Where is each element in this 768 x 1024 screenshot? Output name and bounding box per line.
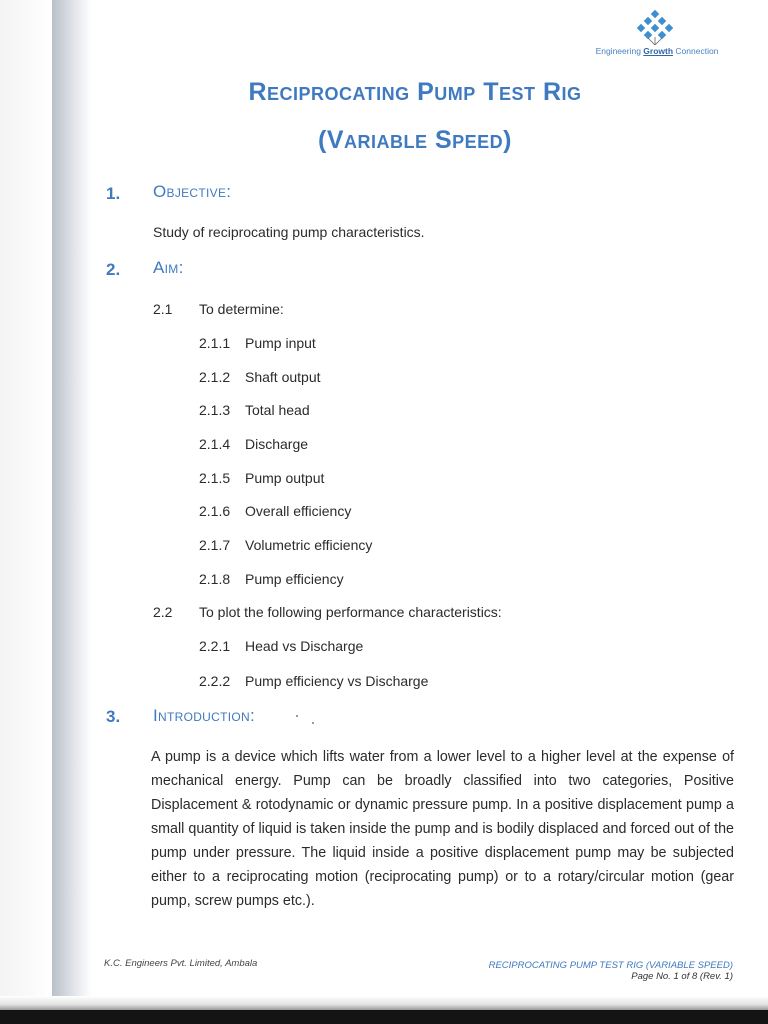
list-item: Shaft output — [245, 369, 321, 385]
scanner-bottom-bar — [0, 1010, 768, 1024]
objective-text: Study of reciprocating pump characteristics. — [153, 224, 425, 240]
section-heading-introduction: Introduction: — [153, 706, 256, 725]
logo-icon — [632, 10, 682, 46]
footer-document-info — [489, 960, 733, 982]
footer-document-title: RECIPROCATING PUMP TEST RIG (VARIABLE SPEED) — [488, 960, 733, 971]
list-item-number: 2.1.2 — [199, 369, 231, 385]
page-shadow — [0, 0, 52, 1024]
list-item: Discharge — [245, 436, 309, 452]
list-item: Pump input — [245, 335, 316, 351]
subsection-label: To determine: — [199, 301, 284, 317]
list-item-number: 2.2.2 — [199, 673, 231, 689]
list-item-number: 2.2.1 — [199, 638, 231, 654]
subsection-label: To plot the following performance characteristics: — [199, 604, 502, 620]
list-item: Pump output — [245, 470, 325, 486]
subsection-number: 2.1 — [153, 301, 173, 317]
footer-page-number: Page No. 1 of 8 (Rev. 1) — [631, 971, 733, 982]
section-number-objective: 1. — [106, 184, 121, 203]
scan-speck — [296, 715, 298, 717]
subsection-number: 2.2 — [153, 604, 173, 620]
list-item-number: 2.1.4 — [199, 436, 231, 452]
list-item: Volumetric efficiency — [245, 537, 373, 553]
company-logo — [582, 10, 732, 56]
list-item-number: 2.1.6 — [199, 503, 231, 519]
list-item: Head vs Discharge — [245, 638, 364, 654]
list-item-number: 2.1.3 — [199, 402, 231, 418]
page-bottom-edge — [0, 996, 768, 1010]
logo-tagline: Engineering Growth Connection — [595, 46, 719, 56]
section-number-introduction: 3. — [106, 707, 121, 726]
introduction-paragraph: A pump is a device which lifts water from a lower level to a higher level at the expense of mechanical energy. Pump can be broadly classified into two categories, Positive Displacement & rotodynamic or dynamic pressure pump. In a positive displacement pump a small quantity of liquid is taken inside the pump and is bodily displaced and forced out of the pump under pressure. The liquid inside a positive displacement pump may be subjected either to a reciprocating motion (reciprocating pump) or to a rotary/circular motion (gear pump, screw pumps etc.). — [151, 749, 734, 909]
binding-spine-shadow — [52, 0, 92, 1024]
list-item: Total head — [245, 402, 310, 418]
list-item: Pump efficiency — [245, 571, 344, 587]
list-item-number: 2.1.1 — [199, 335, 231, 351]
list-item: Overall efficiency — [245, 503, 352, 519]
document-title: Reciprocating Pump Test Rig — [248, 78, 582, 106]
section-heading-aim: Aim: — [153, 258, 184, 277]
list-item-number: 2.1.7 — [199, 537, 231, 553]
list-item-number: 2.1.5 — [199, 470, 231, 486]
document-subtitle: (Variable Speed) — [318, 126, 512, 154]
section-number-aim: 2. — [106, 260, 121, 279]
list-item: Pump efficiency vs Discharge — [245, 673, 429, 689]
footer-company: K.C. Engineers Pvt. Limited, Ambala — [104, 958, 258, 969]
list-item-number: 2.1.8 — [199, 571, 231, 587]
scan-speck — [312, 722, 314, 724]
section-heading-objective: Objective: — [153, 182, 232, 201]
